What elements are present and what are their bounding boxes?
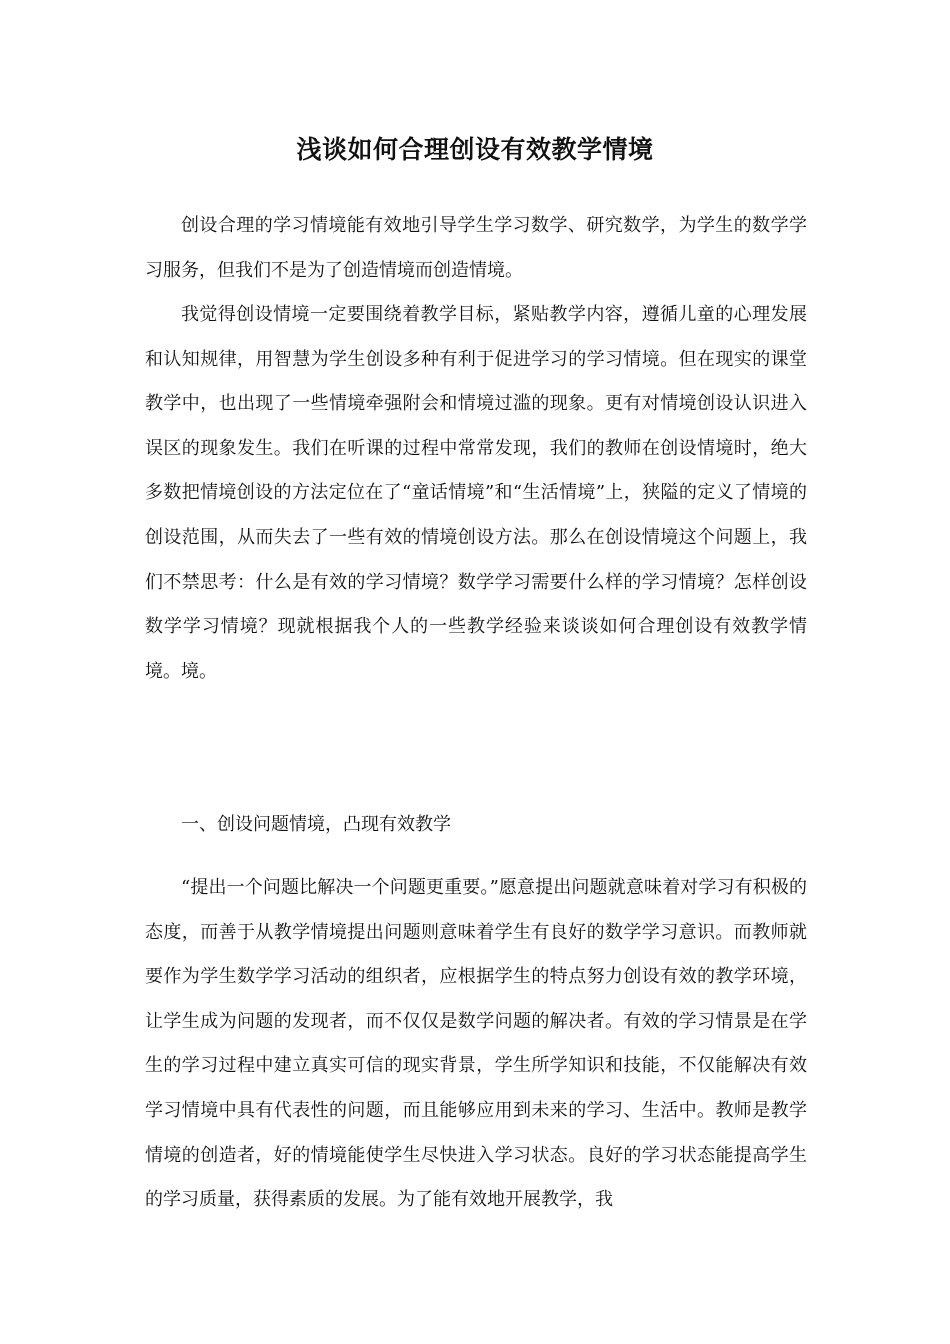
intro-paragraph-2: 我觉得创设情境一定要围绕着教学目标，紧贴教学内容，遵循儿童的心理发展和认知规律，用智慧为学生创设多种有利于促进学习的学习情境。但在现实的课堂教学中，也出现了一些情境牵强附会和情境过滥的现象。更有对情境创设认识进入误区的现象发生。我们在听课的过程中常常发现，我们的教师在创设情境时，绝大多数把情境创设的方法定位在了“童话情境”和“生活情境”上，狭隘的定义了情境的创设范围，从而失去了一些有效的情境创设方法。那么在创设情境这个问题上，我们不禁思考：什么是有效的学习情境？数学学习需要什么样的学习情境？怎样创设数学学习情境？现就根据我个人的一些教学经验来谈谈如何合理创设有效教学情境。境。 xyxy=(145,304,807,682)
document-title: 浅谈如何合理创设有效教学情境 xyxy=(296,135,654,164)
section-heading: 一、创设问题情境，凸现有效教学 xyxy=(181,814,451,835)
intro-paragraph-1: 创设合理的学习情境能有效地引导学生学习数学、研究数学，为学生的数学学习服务，但我们不是为了创造情境而创造情境。 xyxy=(145,215,807,281)
section-paragraph: “提出一个问题比解决一个问题更重要。”愿意提出问题就意味着对学习有积极的态度，而善于从教学情境提出问题则意味着学生有良好的数学学习意识。而教师就要作为学生数学学习活动的组织者，应根据学生的特点努力创设有效的教学环境，让学生成为问题的发现者，而不仅仅是数学问题的解决者。有效的学习情景是在学生的学习过程中建立真实可信的现实背景，学生所学知识和技能，不仅能解决有效学习情境中具有代表性的问题，而且能够应用到未来的学习、生活中。教师是教学情境的创造者，好的情境能使学生尽快进入学习状态。良好的学习状态能提高学生的学习质量，获得素质的发展。为了能有效地开展教学，我 xyxy=(145,877,807,1211)
